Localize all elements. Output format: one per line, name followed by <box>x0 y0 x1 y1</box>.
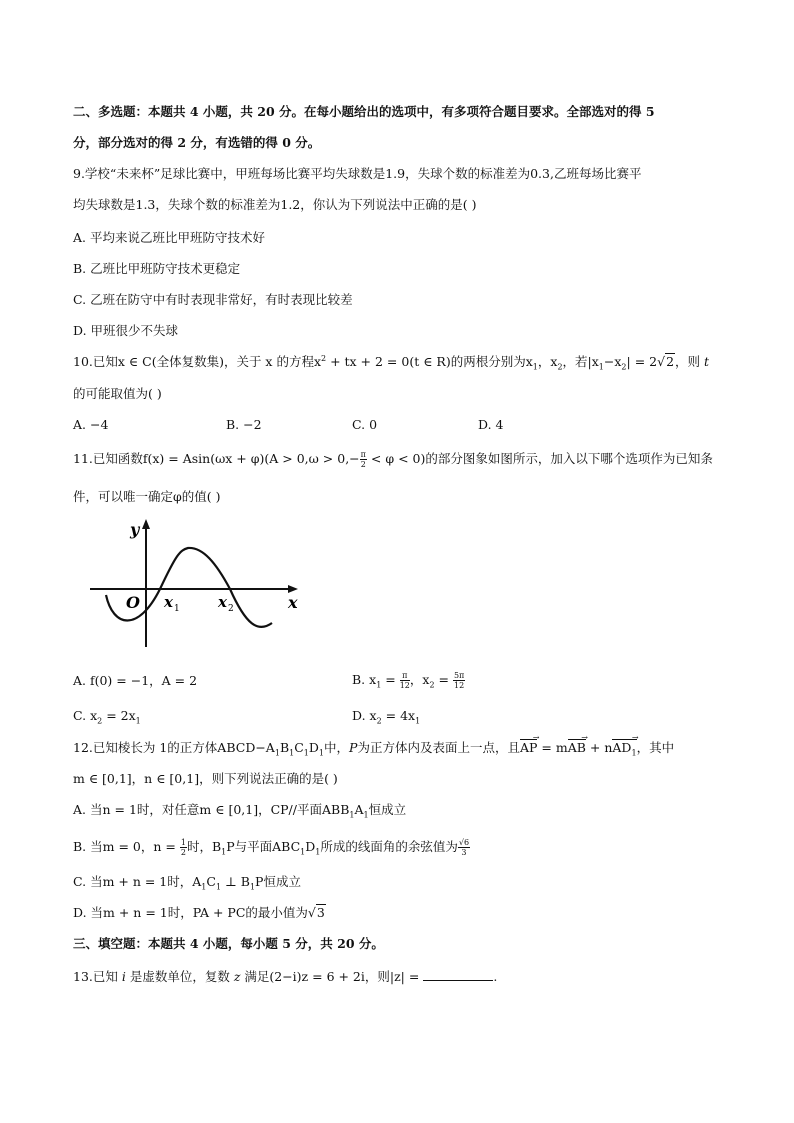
q10-option-b: B. −2 <box>226 417 262 432</box>
q11-stem-line1: 11.已知函数f(x) = Asin(ωx + φ)(A > 0,ω > 0,− $\frac{\pi}{2}$ < φ < 0)的部分图象如图所示，加入以下哪个选项作为已知条 <box>73 450 713 469</box>
q12-option-b: B. 当m = 0，n = $\frac{1}{2}$ 时，$B_1P$与平面$ABC_1D_1$所成的线面角的余弦值为 $\frac{√6}{3}$ <box>73 838 470 857</box>
x2-subscript: 2 <box>228 604 234 614</box>
q9-option-b: B. 乙班比甲班防守技术更稳定 <box>73 261 241 276</box>
x1-label: x <box>164 593 173 611</box>
q9-option-a: A. 平均来说乙班比甲班防守技术好 <box>73 230 265 245</box>
q12-option-c: C. 当m + n = 1时，$A_1C_1$ ⊥ $B_1P$恒成立 <box>73 874 301 892</box>
q9-stem-line1: 9.学校“未来杯”足球比赛中，甲班每场比赛平均失球数是1.9，失球个数的标准差为0.3,乙班每场比赛平 <box>73 166 642 181</box>
y-axis-label: y <box>130 520 140 539</box>
sine-curve <box>106 548 272 627</box>
origin-label: O <box>126 593 140 612</box>
q10-stem-line2: 的可能取值为( ) <box>73 386 162 401</box>
q12-option-d: D. 当m + n = 1时，PA + PC的最小值为√3 <box>73 905 325 920</box>
q9-stem-line2: 均失球数是1.3，失球个数的标准差为1.2，你认为下列说法中正确的是( ) <box>73 197 477 212</box>
section2-header-line2: 分，部分选对的得 2 分，有选错的得 0 分。 <box>73 135 321 150</box>
q12-option-a: A. 当n = 1时，对任意m ∈ [0,1]，CP//平面$ABB_1A_1$恒成立 <box>73 802 407 820</box>
q12-stem-line1: 12.已知棱长为 1的正方体$ABCD-A_1B_1C_1D_1$中，P为正方体内及表面上一点，且AP → = mAB → + nAD$_1$ →，其中 <box>73 740 674 756</box>
q11-option-d: D. $x_2 = 4x_1$ <box>352 708 421 726</box>
q10-option-d: D. 4 <box>478 417 504 432</box>
section3-header: 三、填空题：本题共 4 小题，每小题 5 分，共 20 分。 <box>73 936 384 951</box>
x2-label: x <box>218 593 227 611</box>
y-axis-arrow <box>142 519 150 529</box>
q9-option-c: C. 乙班在防守中有时表现非常好，有时表现比较差 <box>73 292 353 307</box>
answer-blank[interactable] <box>423 968 493 981</box>
q10-stem-line1: 10.已知x ∈ C(全体复数集)，关于 x 的方程$x^2$ + tx + 2 = 0(t ∈ R)的两根分别为$x_1$，$x_2$，若$|x_1-x_2| = 2√2$，则 t <box>73 353 710 372</box>
x1-subscript: 1 <box>174 604 180 614</box>
x-axis-label: x <box>288 593 298 612</box>
q11-option-a: A. f(0) = −1，A = 2 <box>73 673 198 688</box>
q9-option-d: D. 甲班很少不失球 <box>73 323 179 338</box>
q11-option-c: C. $x_2 = 2x_1$ <box>73 708 141 726</box>
q10-option-a: A. −4 <box>73 417 109 432</box>
q11-option-b: B. $x_1$ = $\frac{\pi}{12}$ ，$x_2$ = $\frac{5\pi}{12}$ <box>352 671 465 690</box>
sine-graph-figure <box>88 515 308 655</box>
x-axis-arrow <box>288 585 298 593</box>
q13-stem: 13.已知 i 是虚数单位，复数 z 满足(2−i)z = 6 + 2i，则|z| = . <box>73 969 498 984</box>
q12-stem-line2: m ∈ [0,1]，n ∈ [0,1]，则下列说法正确的是( ) <box>73 771 338 786</box>
section2-header-line1: 二、多选题：本题共 4 小题，共 20 分。在每小题给出的选项中，有多项符合题目要求。全部选对的得 5 <box>73 104 655 119</box>
q11-stem-line2: 件，可以唯一确定φ的值( ) <box>73 489 221 504</box>
q10-option-c: C. 0 <box>352 417 378 432</box>
